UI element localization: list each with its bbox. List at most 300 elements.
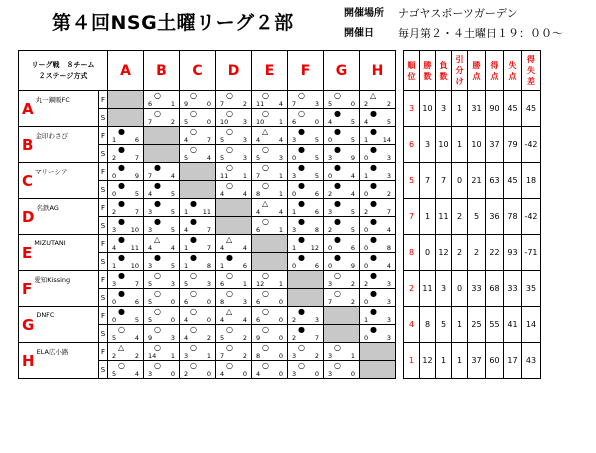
score [216, 190, 251, 198]
goals-for: 4 [184, 315, 189, 324]
col-header-c: C [180, 51, 216, 91]
score [108, 298, 143, 306]
team-letter: F [22, 280, 33, 299]
score [252, 208, 287, 216]
goals-for: 0 [112, 297, 117, 306]
team-name-cell [19, 271, 99, 307]
col-header-g: G [324, 51, 360, 91]
result-mark: ● [154, 216, 161, 226]
goals-against: 12 [310, 243, 319, 252]
goals-for: 3 [112, 279, 117, 288]
stat-value: 37 [486, 127, 504, 163]
stat-value: 7 [436, 163, 452, 199]
goals-against: 1 [170, 99, 175, 108]
goals-for: 6 [256, 225, 261, 234]
goals-against: 3 [386, 315, 391, 324]
result-mark: ● [190, 216, 197, 226]
match-cell [108, 307, 144, 325]
stat-value: 79 [504, 127, 522, 163]
result-mark: ● [370, 324, 377, 334]
score [144, 280, 179, 288]
stat-value: 0 [420, 235, 436, 271]
team-letter: C [22, 172, 34, 191]
goals-for: 0 [364, 153, 369, 162]
goals-against: 5 [170, 189, 175, 198]
result-mark: ● [298, 126, 305, 136]
score [180, 244, 215, 252]
goals-for: 4 [256, 135, 261, 144]
match-cell [252, 145, 288, 163]
result-mark: ○ [298, 342, 305, 352]
goals-for: 0 [112, 171, 117, 180]
league-table [18, 50, 541, 379]
score [108, 352, 143, 360]
score [288, 154, 323, 162]
stage-label: S [99, 325, 108, 343]
result-mark: ● [118, 144, 125, 154]
result-mark: ○ [226, 126, 233, 136]
score [252, 316, 287, 324]
goals-for: 5 [112, 369, 117, 378]
goals-for: 3 [292, 225, 297, 234]
goals-for: 11 [256, 99, 265, 108]
team-name-cell [19, 91, 99, 127]
goals-against: 5 [170, 225, 175, 234]
goals-for: 3 [292, 369, 297, 378]
score [324, 280, 359, 288]
result-mark: ● [370, 108, 377, 118]
goals-against: 2 [206, 333, 211, 342]
stage-label: S [99, 217, 108, 235]
match-cell [144, 91, 180, 109]
result-mark: ○ [190, 324, 197, 334]
stage-label: F [99, 127, 108, 145]
result-mark: ○ [226, 180, 233, 190]
score [216, 100, 251, 108]
goals-for: 3 [184, 351, 189, 360]
goals-for: 3 [148, 225, 153, 234]
goals-against: 0 [242, 369, 247, 378]
match-cell [288, 307, 324, 325]
stat-header [486, 51, 504, 91]
match-cell [108, 217, 144, 235]
match-cell [180, 181, 216, 199]
score [108, 262, 143, 270]
match-cell [144, 145, 180, 163]
stat-header-char: 得 [527, 55, 535, 64]
goals-against: 5 [314, 153, 319, 162]
result-mark: ● [334, 216, 341, 226]
stage-label: F [99, 163, 108, 181]
result-mark: ○ [334, 90, 341, 100]
score [144, 262, 179, 270]
result-mark: ○ [154, 270, 161, 280]
result-mark: ○ [154, 306, 161, 316]
result-mark: ● [118, 180, 125, 190]
goals-against: 2 [170, 117, 175, 126]
result-mark: ● [370, 234, 377, 244]
result-mark: △ [262, 126, 269, 136]
goals-against: 3 [170, 279, 175, 288]
result-mark: ○ [118, 360, 125, 370]
score [360, 262, 395, 270]
score [180, 226, 215, 234]
score [252, 100, 287, 108]
match-cell [324, 91, 360, 109]
goals-for: 1 [292, 207, 297, 216]
score [324, 154, 359, 162]
score [252, 226, 287, 234]
goals-for: 5 [184, 279, 189, 288]
match-cell [288, 163, 324, 181]
stat-value: -42 [522, 199, 541, 235]
result-mark: ● [370, 162, 377, 172]
stat-value: 36 [486, 199, 504, 235]
goals-for: 4 [220, 243, 225, 252]
goals-for: 6 [184, 297, 189, 306]
result-mark: ● [334, 252, 341, 262]
goals-against: 4 [278, 99, 283, 108]
score [216, 262, 251, 270]
goals-for: 1 [184, 207, 189, 216]
goals-for: 0 [328, 243, 333, 252]
goals-for: 6 [220, 279, 225, 288]
match-cell [324, 361, 360, 379]
score [360, 226, 395, 234]
score [324, 370, 359, 378]
score [144, 370, 179, 378]
goals-against: 3 [278, 153, 283, 162]
stat-value: 0 [452, 163, 468, 199]
goals-against: 1 [278, 279, 283, 288]
goals-against: 1 [278, 117, 283, 126]
goals-for: 4 [220, 369, 225, 378]
match-cell [108, 91, 144, 109]
spacer [396, 127, 404, 163]
venue-value: ナゴヤスポーツガーデン [398, 7, 518, 20]
result-mark: △ [226, 234, 233, 244]
result-mark: ○ [262, 216, 269, 226]
result-mark: ● [118, 126, 125, 136]
match-cell [288, 253, 324, 271]
match-cell [216, 91, 252, 109]
score [288, 370, 323, 378]
score [216, 154, 251, 162]
match-cell [144, 307, 180, 325]
match-cell [288, 271, 324, 289]
match-cell [180, 163, 216, 181]
goals-against: 5 [350, 135, 355, 144]
goals-for: 4 [364, 117, 369, 126]
result-mark: ● [298, 162, 305, 172]
goals-for: 2 [292, 315, 297, 324]
goals-against: 4 [242, 243, 247, 252]
goals-against: 5 [170, 261, 175, 270]
goals-for: 4 [220, 189, 225, 198]
goals-against: 4 [350, 171, 355, 180]
goals-against: 1 [278, 189, 283, 198]
match-cell [108, 343, 144, 361]
match-cell [144, 109, 180, 127]
match-cell [324, 253, 360, 271]
stat-value: 2 [404, 271, 420, 307]
score [252, 136, 287, 144]
goals-against: 8 [386, 243, 391, 252]
result-mark: ○ [262, 360, 269, 370]
stat-value: 78 [504, 199, 522, 235]
result-mark: ● [118, 288, 125, 298]
stat-value: 2 [452, 199, 468, 235]
team-name-cell [19, 199, 99, 235]
result-mark: ● [298, 306, 305, 316]
team-name: DNFC [36, 310, 55, 319]
score [324, 100, 359, 108]
result-mark: ○ [118, 324, 125, 334]
goals-for: 5 [112, 333, 117, 342]
stat-header [420, 51, 436, 91]
score [108, 172, 143, 180]
match-cell [252, 343, 288, 361]
result-mark: ● [334, 126, 341, 136]
stat-value: 10 [468, 127, 486, 163]
goals-against: 4 [242, 315, 247, 324]
result-mark: ○ [262, 342, 269, 352]
score [288, 100, 323, 108]
goals-against: 4 [386, 261, 391, 270]
stat-value: 55 [486, 307, 504, 343]
stat-header-char: 差 [527, 77, 535, 86]
score [144, 208, 179, 216]
goals-against: 5 [350, 207, 355, 216]
result-mark: ○ [154, 342, 161, 352]
stat-value: 63 [486, 163, 504, 199]
goals-against: 2 [386, 189, 391, 198]
result-mark: ● [370, 252, 377, 262]
match-cell [144, 343, 180, 361]
goals-against: 5 [314, 171, 319, 180]
score [324, 352, 359, 360]
corner-line: リーグ戦 ８チーム [31, 60, 95, 69]
goals-for: 5 [220, 135, 225, 144]
result-mark: ○ [154, 90, 161, 100]
score [324, 118, 359, 126]
stat-value: 8 [420, 307, 436, 343]
stat-header-char: 勝 [472, 60, 481, 70]
goals-for: 0 [364, 333, 369, 342]
goals-against: 4 [134, 369, 139, 378]
score [216, 280, 251, 288]
result-mark: ○ [298, 90, 305, 100]
goals-against: 5 [314, 135, 319, 144]
score [144, 226, 179, 234]
stat-value: 10 [420, 91, 436, 127]
stat-value: 1 [404, 343, 420, 379]
stat-value: 5 [436, 307, 452, 343]
score [180, 280, 215, 288]
stat-header-char: 点 [508, 71, 517, 81]
result-mark: ○ [190, 360, 197, 370]
goals-for: 0 [364, 225, 369, 234]
match-cell [216, 289, 252, 307]
goals-for: 4 [148, 243, 153, 252]
stat-value: 25 [468, 307, 486, 343]
stat-value: -42 [522, 127, 541, 163]
score [288, 136, 323, 144]
match-cell [108, 145, 144, 163]
goals-for: 14 [148, 351, 157, 360]
score [180, 316, 215, 324]
match-cell [288, 91, 324, 109]
goals-for: 9 [148, 333, 153, 342]
goals-for: 3 [328, 351, 333, 360]
goals-against: 0 [314, 369, 319, 378]
goals-against: 2 [314, 351, 319, 360]
team-name-cell [19, 235, 99, 271]
stat-value: -71 [522, 235, 541, 271]
match-cell [252, 235, 288, 253]
stat-value: 1 [436, 343, 452, 379]
goals-for: 5 [256, 153, 261, 162]
stat-header-char: 負 [439, 60, 448, 70]
score [252, 370, 287, 378]
score [108, 280, 143, 288]
match-cell [180, 343, 216, 361]
result-mark: ○ [154, 288, 161, 298]
goals-against: 4 [170, 243, 175, 252]
goals-for: 0 [292, 153, 297, 162]
goals-against: 4 [242, 189, 247, 198]
stat-header-char: 分 [455, 66, 464, 75]
team-letter: A [22, 100, 34, 119]
goals-for: 6 [256, 315, 261, 324]
result-mark: ● [118, 198, 125, 208]
spacer [396, 307, 404, 343]
match-cell [108, 109, 144, 127]
score [288, 172, 323, 180]
match-cell [360, 199, 396, 217]
match-cell [252, 91, 288, 109]
match-cell [108, 127, 144, 145]
goals-against: 1 [278, 171, 283, 180]
result-mark: △ [370, 90, 377, 100]
goals-for: 4 [112, 243, 117, 252]
match-cell [108, 325, 144, 343]
match-cell [180, 145, 216, 163]
match-cell [288, 235, 324, 253]
match-cell [180, 325, 216, 343]
score [180, 370, 215, 378]
score [108, 154, 143, 162]
score [216, 298, 251, 306]
match-cell [180, 361, 216, 379]
match-cell [360, 253, 396, 271]
goals-against: 6 [314, 207, 319, 216]
goals-for: 1 [112, 135, 117, 144]
score [108, 136, 143, 144]
match-cell [180, 289, 216, 307]
goals-for: 1 [112, 261, 117, 270]
goals-for: 3 [148, 207, 153, 216]
match-cell [180, 235, 216, 253]
result-mark: ○ [226, 288, 233, 298]
goals-against: 3 [242, 135, 247, 144]
goals-against: 3 [314, 99, 319, 108]
match-cell [180, 253, 216, 271]
result-mark: ○ [298, 108, 305, 118]
score [252, 280, 287, 288]
goals-for: 4 [256, 207, 261, 216]
result-mark: ○ [262, 180, 269, 190]
goals-for: 3 [112, 225, 117, 234]
match-cell [360, 343, 396, 361]
stat-value: 3 [436, 271, 452, 307]
match-cell [324, 181, 360, 199]
match-cell [360, 145, 396, 163]
goals-against: 2 [134, 351, 139, 360]
match-cell [144, 289, 180, 307]
match-cell [288, 343, 324, 361]
col-header-f: F [288, 51, 324, 91]
stage-label: F [99, 343, 108, 361]
match-cell [324, 127, 360, 145]
result-mark: ○ [262, 306, 269, 316]
stat-value: 1 [420, 199, 436, 235]
score [144, 298, 179, 306]
score [144, 352, 179, 360]
goals-for: 2 [184, 369, 189, 378]
stat-value: 37 [468, 343, 486, 379]
stat-value: 93 [504, 235, 522, 271]
goals-against: 0 [170, 315, 175, 324]
result-mark: △ [118, 342, 125, 352]
score [288, 316, 323, 324]
result-mark: ● [334, 108, 341, 118]
goals-against: 7 [134, 153, 139, 162]
match-cell [144, 325, 180, 343]
stat-header-char: 点 [472, 71, 481, 81]
result-mark: △ [226, 306, 233, 316]
goals-against: 0 [350, 369, 355, 378]
team-name-cell [19, 127, 99, 163]
result-mark: ○ [334, 270, 341, 280]
stage-label: F [99, 271, 108, 289]
result-mark: ○ [190, 288, 197, 298]
match-cell [324, 217, 360, 235]
result-mark: ○ [226, 324, 233, 334]
match-cell [216, 127, 252, 145]
goals-against: 2 [242, 99, 247, 108]
match-cell [324, 109, 360, 127]
goals-for: 3 [148, 369, 153, 378]
stat-value: 7 [404, 199, 420, 235]
result-mark: ● [370, 126, 377, 136]
score [144, 334, 179, 342]
stat-value: 5 [404, 163, 420, 199]
match-cell [360, 127, 396, 145]
result-mark: ● [226, 252, 233, 262]
stat-value: 17 [504, 343, 522, 379]
result-mark: ● [370, 270, 377, 280]
stat-value: 3 [420, 127, 436, 163]
match-cell [324, 325, 360, 343]
goals-for: 6 [256, 297, 261, 306]
match-cell [360, 217, 396, 235]
match-cell [180, 307, 216, 325]
stat-header-char: 順 [407, 60, 416, 70]
venue-label: 開催場所 [344, 8, 384, 19]
goals-for: 2 [364, 99, 369, 108]
match-cell [252, 253, 288, 271]
